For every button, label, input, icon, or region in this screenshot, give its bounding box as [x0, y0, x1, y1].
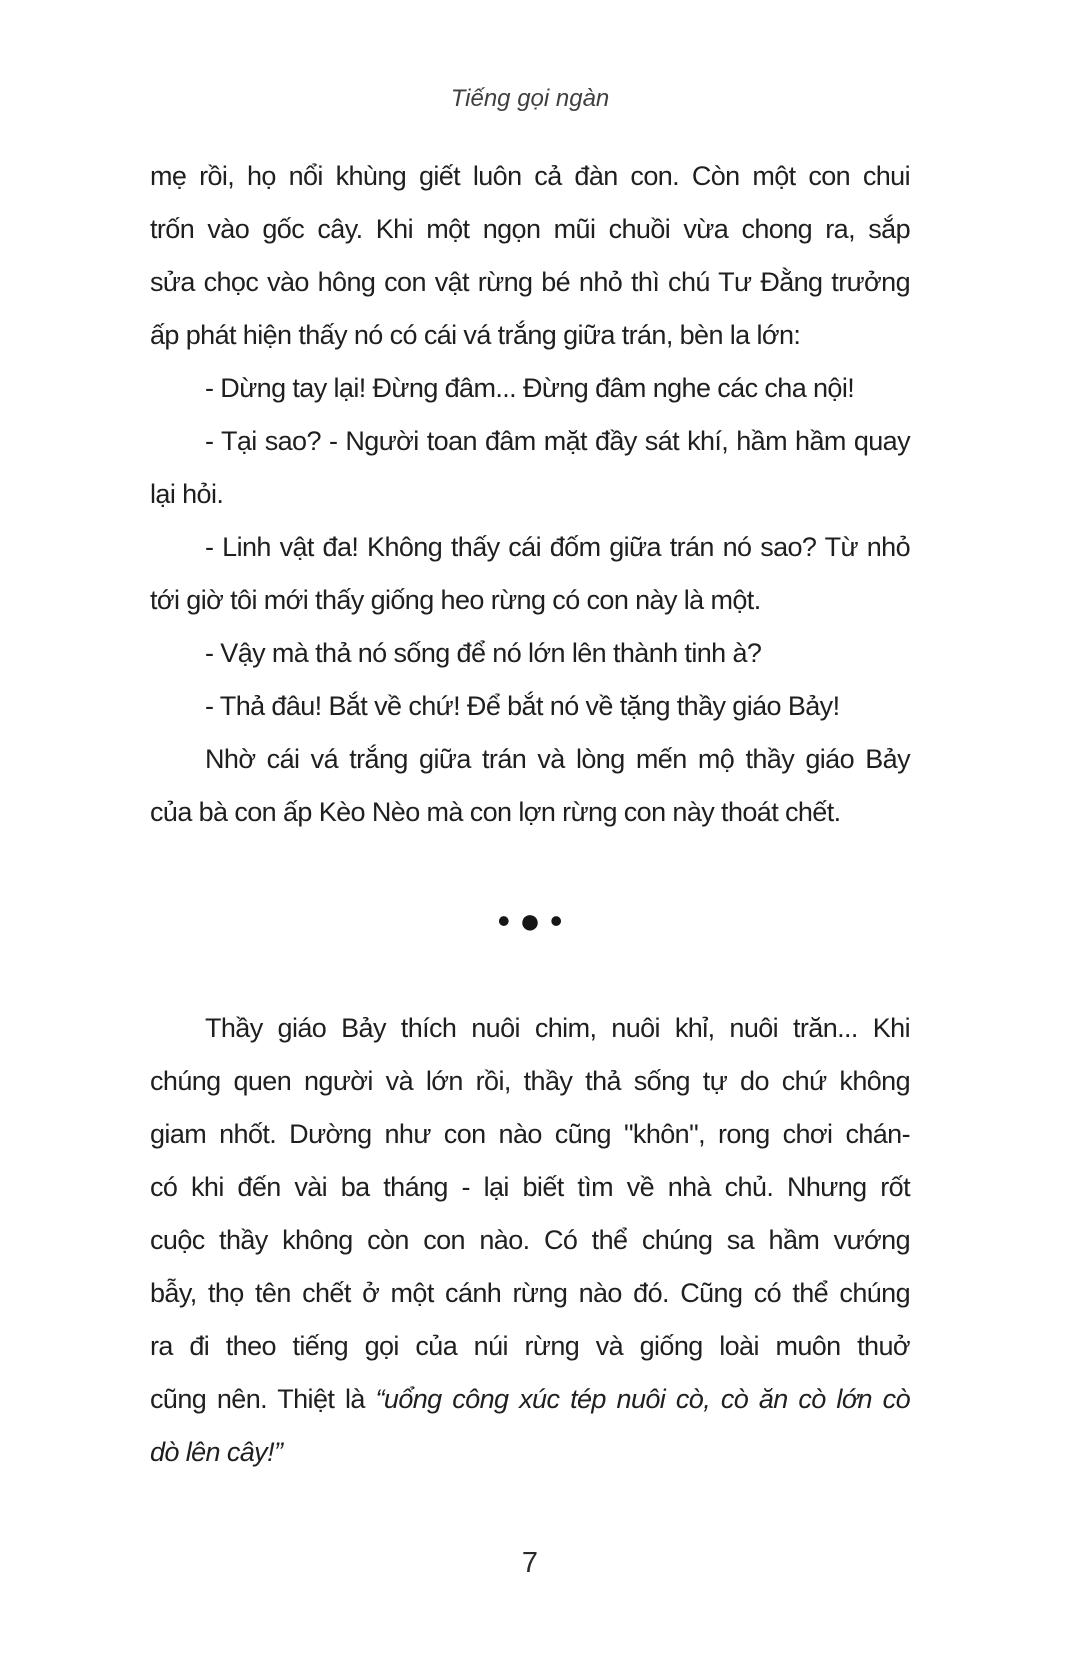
- text-line: [150, 786, 910, 839]
- text-line: [150, 415, 910, 468]
- text-segment: - Tại sao? - Người toan đâm mặt đầy sát khí, hầm hầm quay: [205, 426, 910, 456]
- paragraph: [150, 1002, 910, 1479]
- text-line: [150, 1002, 910, 1055]
- text-segment: bẫy, thọ tên chết ở một cánh rừng nào đó. Cũng có thể chúng: [150, 1278, 910, 1308]
- text-segment: - Linh vật đa! Không thấy cái đốm giữa trán nó sao? Từ nhỏ: [205, 532, 910, 562]
- text-line: [150, 256, 910, 309]
- text-line: [150, 468, 910, 521]
- text-line: [150, 203, 910, 256]
- text-line: [150, 733, 910, 786]
- text-line: [150, 1214, 910, 1267]
- text-segment: - Thả đâu! Bắt về chứ! Để bắt nó về tặng thầy giáo Bảy!: [205, 691, 840, 721]
- text-line: [150, 1108, 910, 1161]
- text-line: [150, 1161, 910, 1214]
- text-line: [150, 309, 910, 362]
- text-segment: dò lên cây!”: [150, 1437, 283, 1467]
- text-line: [150, 1373, 910, 1426]
- text-line: [150, 627, 910, 680]
- text-line: [150, 1426, 910, 1479]
- text-line: [150, 680, 910, 733]
- text-segment: lại hỏi.: [150, 479, 224, 509]
- running-header: Tiếng gọi ngàn: [450, 85, 610, 112]
- paragraph: [150, 733, 910, 839]
- text-segment: Thầy giáo Bảy thích nuôi chim, nuôi khỉ, nuôi trăn... Khi: [205, 1013, 910, 1043]
- text-segment: Nhờ cái vá trắng giữa trán và lòng mến mộ thầy giáo Bảy: [205, 744, 910, 774]
- text-segment: có khi đến vài ba tháng - lại biết tìm về nhà chủ. Nhưng rốt: [150, 1172, 910, 1202]
- paragraph: [150, 415, 910, 521]
- text-segment: tới giờ tôi mới thấy giống heo rừng có con này là một.: [150, 585, 761, 615]
- paragraph: [150, 521, 910, 627]
- text-segment: sửa chọc vào hông con vật rừng bé nhỏ thì chú Tư Đằng trưởng: [150, 267, 910, 297]
- text-line: [150, 362, 910, 415]
- body-text: [150, 150, 910, 1479]
- text-segment: - Vậy mà thả nó sống để nó lớn lên thành tinh à?: [205, 638, 762, 668]
- text-segment: mẹ rồi, họ nổi khùng giết luôn cả đàn con. Còn một con chui: [150, 161, 910, 191]
- text-segment: của bà con ấp Kèo Nèo mà con lợn rừng con này thoát chết.: [150, 797, 841, 827]
- text-segment: “uổng công xúc tép nuôi cò, cò ăn cò lớn cò: [375, 1384, 910, 1414]
- paragraph: [150, 627, 910, 680]
- text-segment: ra đi theo tiếng gọi của núi rừng và giống loài muôn thuở: [150, 1331, 910, 1361]
- text-line: [150, 1320, 910, 1373]
- text-segment: - Dừng tay lại! Đừng đâm... Đừng đâm nghe các cha nội!: [205, 373, 855, 403]
- paragraph: [150, 680, 910, 733]
- text-line: [150, 150, 910, 203]
- text-line: [150, 574, 910, 627]
- paragraph: [150, 362, 910, 415]
- paragraph: [150, 150, 910, 362]
- text-segment: cũng nên. Thiệt là: [150, 1384, 376, 1414]
- page-number: 7: [521, 1547, 539, 1579]
- text-segment: giam nhốt. Dường như con nào cũng "khôn", rong chơi chán-: [150, 1119, 910, 1149]
- section-separator: •●•: [497, 900, 572, 941]
- text-segment: chúng quen người và lớn rồi, thầy thả sống tự do chứ không: [150, 1066, 910, 1096]
- text-segment: ấp phát hiện thấy nó có cái vá trắng giữa trán, bèn la lớn:: [150, 320, 801, 350]
- text-line: [150, 1055, 910, 1108]
- text-line: [150, 521, 910, 574]
- text-segment: cuộc thầy không còn con nào. Có thể chúng sa hầm vướng: [150, 1225, 910, 1255]
- text-segment: trốn vào gốc cây. Khi một ngọn mũi chuồi vừa chong ra, sắp: [150, 214, 910, 244]
- text-line: [150, 1267, 910, 1320]
